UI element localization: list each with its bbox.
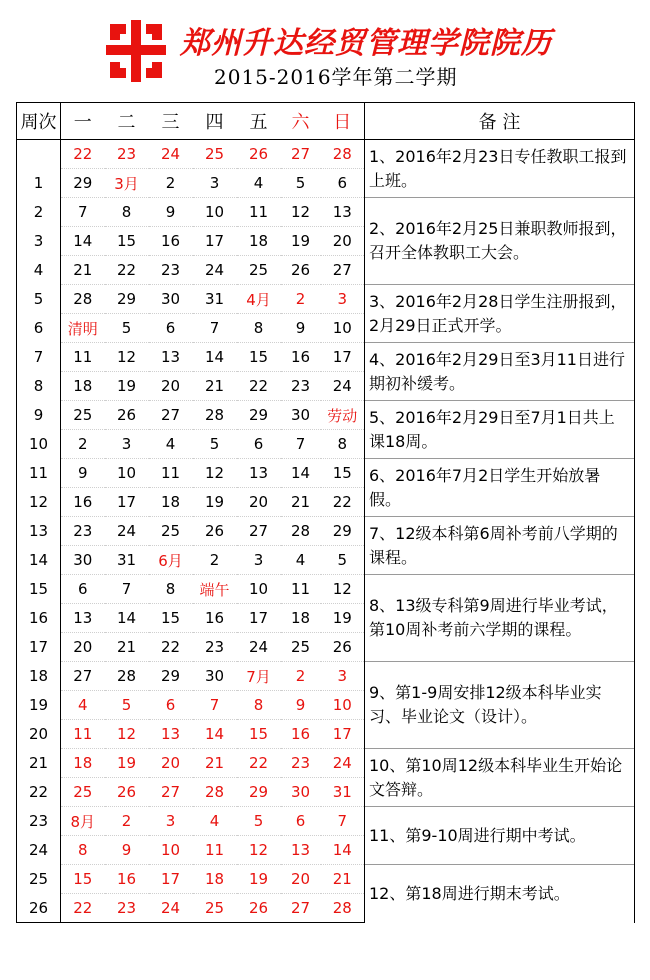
day-cell: 6: [237, 430, 281, 459]
week-number: 12: [17, 488, 61, 517]
day-cell: 28: [321, 894, 365, 923]
day-cell: 14: [61, 227, 105, 256]
day-cell: 15: [61, 865, 105, 894]
day-cell: 13: [149, 720, 193, 749]
calendar-row: [17, 517, 635, 546]
calendar-row: [17, 343, 635, 372]
day-cell: 18: [61, 749, 105, 778]
week-number: [17, 140, 61, 169]
note-item: 10、第10周12级本科毕业生开始论文答辩。: [365, 749, 635, 807]
day-cell: 3: [149, 807, 193, 836]
day-cell: 20: [281, 865, 321, 894]
day-cell: 23: [281, 749, 321, 778]
day-cell: 24: [321, 749, 365, 778]
day-cell: 12: [237, 836, 281, 865]
day-cell: 20: [61, 633, 105, 662]
week-number: 11: [17, 459, 61, 488]
day-cell: 25: [193, 894, 237, 923]
note-item: 12、第18周进行期末考试。: [365, 865, 635, 923]
day-cell: 25: [237, 256, 281, 285]
day-cell: 7: [321, 807, 365, 836]
day-cell: 22: [61, 894, 105, 923]
calendar-row: [17, 140, 635, 169]
week-number: 22: [17, 778, 61, 807]
day-cell: 4: [61, 691, 105, 720]
week-number: 24: [17, 836, 61, 865]
day-cell: 6: [281, 807, 321, 836]
week-number: 7: [17, 343, 61, 372]
day-cell: 21: [105, 633, 149, 662]
day-cell: 10: [105, 459, 149, 488]
day-cell: 23: [105, 140, 149, 169]
day-cell: 25: [281, 633, 321, 662]
day-cell: 24: [321, 372, 365, 401]
day-cell: 2: [149, 169, 193, 198]
day-cell: 14: [105, 604, 149, 633]
day-cell: 10: [237, 575, 281, 604]
week-number: 16: [17, 604, 61, 633]
day-cell: 17: [321, 720, 365, 749]
day-cell: 8: [105, 198, 149, 227]
calendar-row: [17, 198, 635, 227]
day-cell: 12: [105, 343, 149, 372]
day-cell: 16: [61, 488, 105, 517]
week-number: 25: [17, 865, 61, 894]
day-cell: 7月: [237, 662, 281, 691]
day-cell: 2: [61, 430, 105, 459]
week-number: 14: [17, 546, 61, 575]
day-cell: 27: [281, 894, 321, 923]
day-header-tue: 二: [105, 103, 149, 140]
day-cell: 30: [149, 285, 193, 314]
day-cell: 10: [321, 314, 365, 343]
day-cell: 清明: [61, 314, 105, 343]
note-item: 3、2016年2月28日学生注册报到，2月29日正式开学。: [365, 285, 635, 343]
day-cell: 2: [105, 807, 149, 836]
day-cell: 6: [149, 691, 193, 720]
day-cell: 20: [149, 749, 193, 778]
day-cell: 22: [149, 633, 193, 662]
day-cell: 27: [149, 401, 193, 430]
day-cell: 25: [149, 517, 193, 546]
day-cell: 15: [321, 459, 365, 488]
day-cell: 28: [193, 401, 237, 430]
day-cell: 24: [149, 894, 193, 923]
day-cell: 21: [61, 256, 105, 285]
day-cell: 31: [193, 285, 237, 314]
day-cell: 19: [105, 749, 149, 778]
day-cell: 12: [193, 459, 237, 488]
day-cell: 11: [193, 836, 237, 865]
day-cell: 26: [237, 140, 281, 169]
day-cell: 22: [105, 256, 149, 285]
calendar-row: [17, 807, 635, 836]
week-number: 3: [17, 227, 61, 256]
week-number: 4: [17, 256, 61, 285]
day-cell: 12: [105, 720, 149, 749]
day-cell: 19: [321, 604, 365, 633]
day-cell: 4: [149, 430, 193, 459]
week-number: 21: [17, 749, 61, 778]
semester-subtitle: 2015-2016学年第二学期: [214, 65, 458, 89]
day-cell: 17: [193, 227, 237, 256]
day-cell: 23: [193, 633, 237, 662]
day-cell: 24: [193, 256, 237, 285]
day-cell: 15: [149, 604, 193, 633]
day-cell: 7: [105, 575, 149, 604]
calendar-row: [17, 865, 635, 894]
day-cell: 25: [61, 401, 105, 430]
day-cell: 14: [193, 343, 237, 372]
day-cell: 4: [193, 807, 237, 836]
day-cell: 6: [61, 575, 105, 604]
day-cell: 11: [237, 198, 281, 227]
day-cell: 7: [193, 314, 237, 343]
day-cell: 19: [281, 227, 321, 256]
day-cell: 28: [281, 517, 321, 546]
day-cell: 14: [193, 720, 237, 749]
day-cell: 29: [61, 169, 105, 198]
day-cell: 22: [61, 140, 105, 169]
day-cell: 7: [281, 430, 321, 459]
day-cell: 29: [105, 285, 149, 314]
day-cell: 11: [281, 575, 321, 604]
calendar-row: [17, 285, 635, 314]
day-header-sat: 六: [281, 103, 321, 140]
day-cell: 23: [61, 517, 105, 546]
day-cell: 13: [237, 459, 281, 488]
week-number: 19: [17, 691, 61, 720]
note-item: 11、第9-10周进行期中考试。: [365, 807, 635, 865]
week-number: 2: [17, 198, 61, 227]
day-header-thu: 四: [193, 103, 237, 140]
day-cell: 7: [193, 691, 237, 720]
day-header-mon: 一: [61, 103, 105, 140]
day-cell: 3: [321, 662, 365, 691]
header: [0, 0, 650, 100]
day-cell: 26: [237, 894, 281, 923]
day-cell: 14: [321, 836, 365, 865]
week-column-header: 周次: [17, 103, 61, 140]
day-cell: 端午: [193, 575, 237, 604]
day-cell: 28: [193, 778, 237, 807]
day-cell: 3: [321, 285, 365, 314]
note-item: 4、2016年2月29日至3月11日进行期初补缓考。: [365, 343, 635, 401]
day-cell: 12: [321, 575, 365, 604]
day-cell: 16: [281, 343, 321, 372]
day-cell: 24: [149, 140, 193, 169]
day-cell: 27: [61, 662, 105, 691]
week-number: 8: [17, 372, 61, 401]
week-number: 5: [17, 285, 61, 314]
day-cell: 23: [149, 256, 193, 285]
day-cell: 8: [237, 691, 281, 720]
day-cell: 5: [321, 546, 365, 575]
day-cell: 27: [149, 778, 193, 807]
day-cell: 29: [321, 517, 365, 546]
day-cell: 21: [281, 488, 321, 517]
day-cell: 16: [281, 720, 321, 749]
day-cell: 劳动: [321, 401, 365, 430]
calendar-row: [17, 749, 635, 778]
day-cell: 10: [149, 836, 193, 865]
day-cell: 11: [149, 459, 193, 488]
note-item: 1、2016年2月23日专任教职工报到上班。: [365, 140, 635, 198]
note-item: 2、2016年2月25日兼职教师报到，召开全体教职工大会。: [365, 198, 635, 285]
day-cell: 16: [193, 604, 237, 633]
day-cell: 22: [237, 749, 281, 778]
day-cell: 4: [281, 546, 321, 575]
day-cell: 9: [105, 836, 149, 865]
day-cell: 9: [61, 459, 105, 488]
day-cell: 8: [321, 430, 365, 459]
day-cell: 23: [281, 372, 321, 401]
day-cell: 31: [321, 778, 365, 807]
day-cell: 6月: [149, 546, 193, 575]
day-cell: 5: [281, 169, 321, 198]
day-header-fri: 五: [237, 103, 281, 140]
day-cell: 13: [321, 198, 365, 227]
day-cell: 11: [61, 720, 105, 749]
day-cell: 7: [61, 198, 105, 227]
day-cell: 23: [105, 894, 149, 923]
day-cell: 22: [321, 488, 365, 517]
day-cell: 6: [321, 169, 365, 198]
day-cell: 30: [281, 401, 321, 430]
week-number: 23: [17, 807, 61, 836]
day-cell: 21: [193, 749, 237, 778]
day-cell: 25: [61, 778, 105, 807]
day-cell: 26: [105, 778, 149, 807]
week-number: 15: [17, 575, 61, 604]
day-cell: 3: [105, 430, 149, 459]
day-cell: 18: [193, 865, 237, 894]
day-cell: 5: [105, 691, 149, 720]
calendar-row: [17, 401, 635, 430]
day-cell: 24: [237, 633, 281, 662]
week-number: 6: [17, 314, 61, 343]
note-item: 8、13级专科第9周进行毕业考试，第10周补考前六学期的课程。: [365, 575, 635, 662]
day-cell: 20: [237, 488, 281, 517]
week-number: 9: [17, 401, 61, 430]
day-cell: 17: [321, 343, 365, 372]
note-item: 6、2016年7月2日学生开始放暑假。: [365, 459, 635, 517]
week-number: 18: [17, 662, 61, 691]
college-logo-icon: [106, 20, 166, 82]
day-cell: 29: [237, 401, 281, 430]
week-number: 13: [17, 517, 61, 546]
day-cell: 31: [105, 546, 149, 575]
day-header-sun: 日: [321, 103, 365, 140]
week-number: 17: [17, 633, 61, 662]
day-cell: 15: [237, 343, 281, 372]
day-cell: 26: [321, 633, 365, 662]
day-cell: 3月: [105, 169, 149, 198]
week-number: 20: [17, 720, 61, 749]
day-cell: 2: [281, 285, 321, 314]
day-cell: 2: [193, 546, 237, 575]
day-cell: 22: [237, 372, 281, 401]
day-cell: 5: [105, 314, 149, 343]
day-cell: 29: [149, 662, 193, 691]
week-number: 26: [17, 894, 61, 923]
day-cell: 16: [149, 227, 193, 256]
day-cell: 29: [237, 778, 281, 807]
page-title: 郑州升达经贸管理学院院历: [180, 26, 552, 61]
day-cell: 10: [321, 691, 365, 720]
calendar-table: [16, 102, 635, 923]
day-cell: 8月: [61, 807, 105, 836]
week-number: 1: [17, 169, 61, 198]
day-cell: 17: [149, 865, 193, 894]
day-cell: 19: [105, 372, 149, 401]
day-cell: 2: [281, 662, 321, 691]
calendar-header-row: [17, 103, 635, 140]
day-cell: 30: [61, 546, 105, 575]
calendar-row: [17, 662, 635, 691]
day-cell: 13: [61, 604, 105, 633]
day-cell: 28: [321, 140, 365, 169]
day-cell: 5: [193, 430, 237, 459]
day-cell: 6: [149, 314, 193, 343]
day-cell: 15: [237, 720, 281, 749]
note-item: 9、第1-9周安排12级本科毕业实习、毕业论文（设计）。: [365, 662, 635, 749]
day-cell: 8: [61, 836, 105, 865]
day-cell: 28: [105, 662, 149, 691]
day-cell: 8: [237, 314, 281, 343]
day-cell: 13: [281, 836, 321, 865]
day-cell: 26: [105, 401, 149, 430]
day-cell: 24: [105, 517, 149, 546]
day-cell: 17: [237, 604, 281, 633]
calendar-row: [17, 575, 635, 604]
day-cell: 9: [149, 198, 193, 227]
day-cell: 30: [193, 662, 237, 691]
notes-column-header: 备 注: [365, 103, 635, 140]
day-cell: 27: [321, 256, 365, 285]
note-item: 7、12级本科第6周补考前八学期的课程。: [365, 517, 635, 575]
day-cell: 18: [237, 227, 281, 256]
day-cell: 8: [149, 575, 193, 604]
day-cell: 20: [321, 227, 365, 256]
day-cell: 28: [61, 285, 105, 314]
day-cell: 18: [281, 604, 321, 633]
day-cell: 4月: [237, 285, 281, 314]
week-number: 10: [17, 430, 61, 459]
calendar-body: [17, 140, 635, 923]
day-cell: 4: [237, 169, 281, 198]
day-cell: 9: [281, 691, 321, 720]
day-cell: 26: [193, 517, 237, 546]
day-cell: 20: [149, 372, 193, 401]
day-cell: 3: [193, 169, 237, 198]
day-cell: 3: [237, 546, 281, 575]
day-cell: 16: [105, 865, 149, 894]
day-header-wed: 三: [149, 103, 193, 140]
day-cell: 15: [105, 227, 149, 256]
day-cell: 21: [193, 372, 237, 401]
day-cell: 10: [193, 198, 237, 227]
day-cell: 12: [281, 198, 321, 227]
day-cell: 18: [61, 372, 105, 401]
day-cell: 14: [281, 459, 321, 488]
calendar-row: [17, 459, 635, 488]
day-cell: 21: [321, 865, 365, 894]
note-item: 5、2016年2月29日至7月1日共上课18周。: [365, 401, 635, 459]
day-cell: 19: [193, 488, 237, 517]
day-cell: 11: [61, 343, 105, 372]
day-cell: 26: [281, 256, 321, 285]
day-cell: 5: [237, 807, 281, 836]
day-cell: 25: [193, 140, 237, 169]
day-cell: 27: [281, 140, 321, 169]
day-cell: 19: [237, 865, 281, 894]
day-cell: 27: [237, 517, 281, 546]
day-cell: 13: [149, 343, 193, 372]
day-cell: 18: [149, 488, 193, 517]
day-cell: 17: [105, 488, 149, 517]
day-cell: 30: [281, 778, 321, 807]
day-cell: 9: [281, 314, 321, 343]
